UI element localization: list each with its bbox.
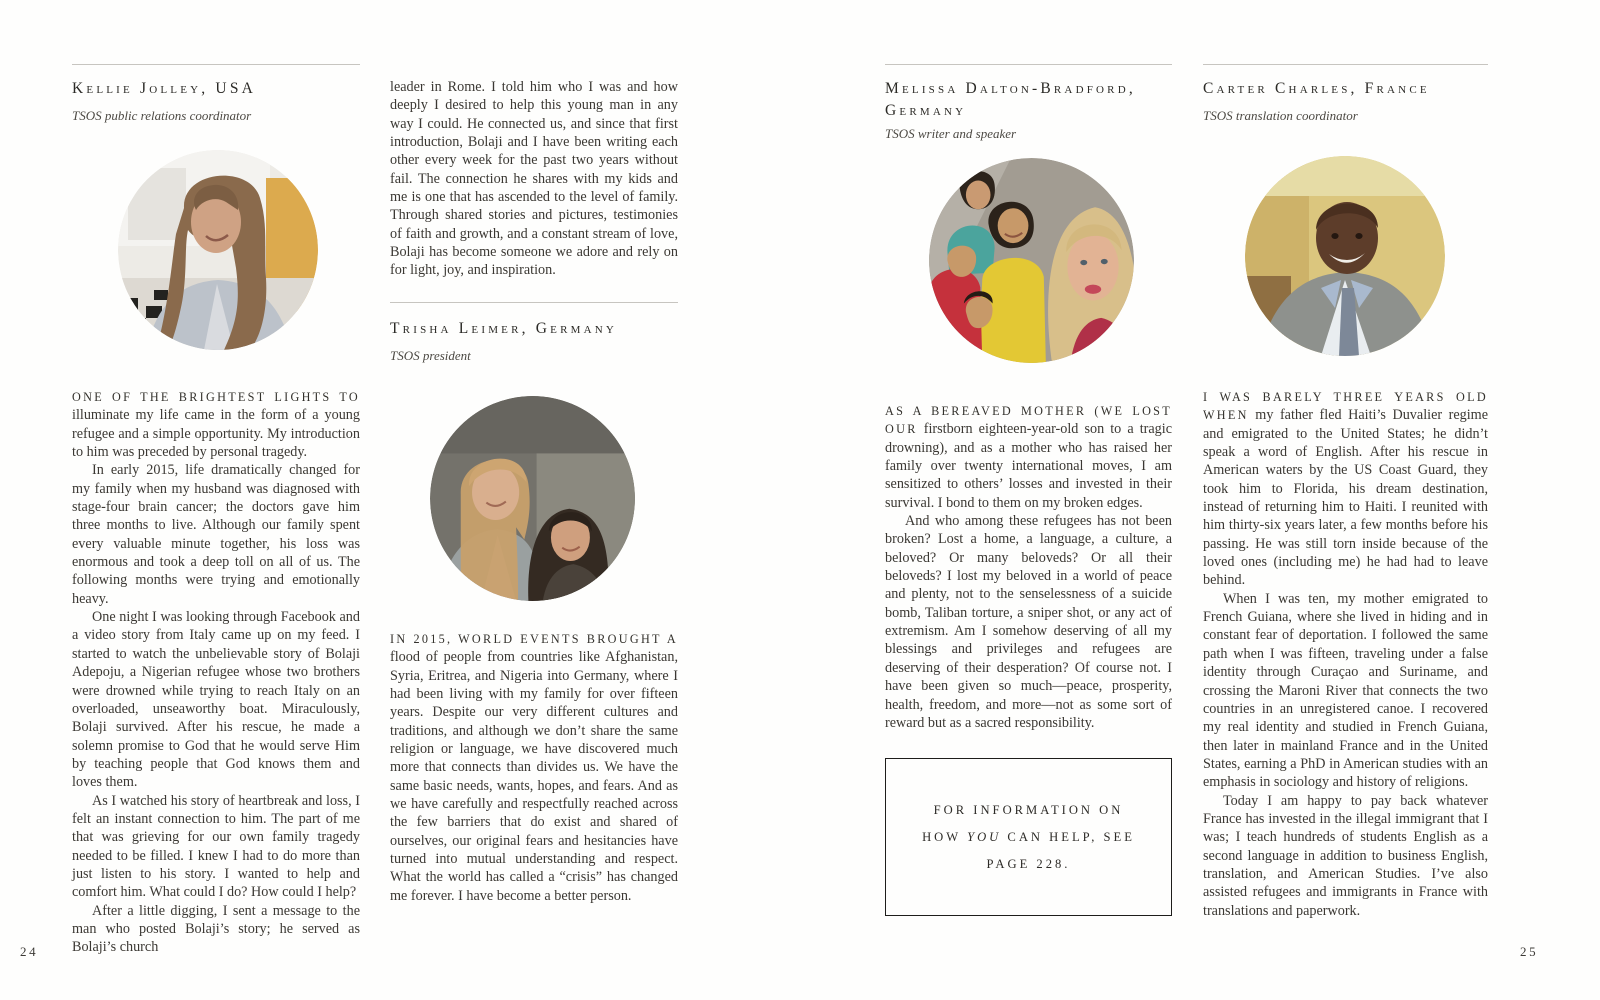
paragraph: Today I am happy to pay back whatever France has invested in the illegal immigrant that I was; I teach hundreds of students English as a second language in addition to business English, translation, and American Studies. I’ve also assisted refugees and immigrants in France with translations and paperwork. <box>1203 792 1488 919</box>
profile-role-kellie: TSOS public relations coordinator <box>72 108 252 123</box>
info-box-line: HOW YOU CAN HELP, SEE <box>922 829 1135 844</box>
paragraph: And who among these refugees has not been broken? Lost a home, a language, a culture, a beloved? Or many beloveds? Or all their beloveds? I lost my beloved in a world of peace and plenty, not to the senselessness of a suicide bomb, Taliban torture, a sniper shot, or any act of extremism. Am I somehow deserving of all my blessings and privileges and refugees are deserving of their desperation? Of course not. I have been given so much—peace, prosperity, health, freedom, and more—not as some sort of reward but as a sacred responsibility. <box>885 513 1172 731</box>
profile-name-line: Kellie Jolley, USA <box>72 80 257 97</box>
paragraph: leader in Rome. I told him who I was and how deeply I desired to help this young man in any way I could. He connected us, and since that first introduction, Bolaji and I have been writing each other every week for the past two years without fail. The connection he shares with my kids and me is one that has ascended to the level of family. Through shared stories and pictures, testimonies of faith and growth, and a constant stream of love, Bolaji has become someone we adore and rely on for light, joy, and inspiration. <box>390 79 678 279</box>
paragraph: After a little digging, I sent a message to the man who posted Bolaji’s story; he served as Bolaji’s church <box>72 902 360 956</box>
profile-photo-melissa <box>929 158 1134 363</box>
page-number-left: 24 <box>20 944 39 959</box>
profile-name-melissa <box>885 78 1172 122</box>
column-melissa <box>885 0 1172 1000</box>
profile-name-line: Germany <box>885 102 967 119</box>
column-carter <box>1203 0 1488 1000</box>
profile-photo-trisha <box>430 396 635 601</box>
info-box-italic-you: YOU <box>967 829 1002 844</box>
profile-name-line: Melissa Dalton-Bradford, <box>885 80 1136 97</box>
lead-in: IN 2015, WORLD EVENTS BROUGHT A <box>390 632 678 646</box>
profile-text-kellie-continued <box>390 78 678 280</box>
paragraph: my father fled Haiti’s Duvalier regime and emigrated to the United States; he didn’t speak a word of English. After his rescue in American waters by the US Coast Guard, they took him to Florida, his dream destination, instead of returning him to Haiti. I reunited with him thirty-six years later, a few months before his passing. He was still torn inside because of the loved ones (including me) he had had to leave behind. <box>1203 407 1489 589</box>
profile-photo-kellie <box>118 150 318 350</box>
profile-role-melissa: TSOS writer and speaker <box>885 126 1017 141</box>
profile-role-trisha: TSOS president <box>390 348 471 363</box>
page-number-right: 25 <box>1520 944 1539 959</box>
paragraph: One night I was looking through Facebook and a video story from Italy came up on my feed. I started to watch the unbelievable story of Bolaji Adepoju, a Nigerian refugee whose two brothers were drowned while trying to reach Italy on an overloaded, unseaworthy boat. Miraculously, Bolaji survived. After his rescue, he made a solemn promise to God that he would serve Him by teaching people that God knows them and loves them. <box>72 609 360 791</box>
info-box-line: PAGE 228. <box>986 856 1071 871</box>
section-rule <box>1203 64 1488 65</box>
paragraph: illuminate my life came in the form of a young refugee and a simple opportunity. My introduction to him was preceded by personal tragedy. <box>72 407 360 461</box>
profile-name-trisha <box>390 318 678 340</box>
paragraph: As I watched his story of heartbreak and loss, I felt an instant connection to him. The part of me that was grieving for our own family tragedy needed to be filled. I knew I had to do more than just listen to his story. I wanted to help and comfort him. What could I do? How could I help? <box>72 792 360 901</box>
profile-text-trisha <box>390 630 678 905</box>
section-rule <box>885 64 1172 65</box>
profile-name-kellie <box>72 78 360 100</box>
section-rule <box>72 64 360 65</box>
paragraph: firstborn eighteen-year-old son to a tragic drowning), and as a mother who has raised her family over twenty international moves, I am sensitized to others’ losses and invested in their survival. I bond to them on my broken edges. <box>885 421 1173 511</box>
paragraph: When I was ten, my mother emigrated to French Guiana, where she lived in hiding and in constant fear of deportation. I followed the same path when I was fifteen, traveling under a false identity through Curaçao and Suriname, and crossing the Maroni River that connects the two countries in an unregistered canoe. I recovered my real identity and studied in French Guiana, then later in mainland France and in the United States, earning a PhD in American studies with an emphasis in sociology and history of religions. <box>1203 590 1488 791</box>
section-rule <box>390 302 678 303</box>
lead-in: I WAS BARELY THREE YEARS OLD WHEN <box>1203 390 1488 423</box>
profile-text-melissa <box>885 402 1172 732</box>
profile-photo-carter <box>1245 156 1445 356</box>
profile-role-carter: TSOS translation coordinator <box>1203 108 1358 123</box>
info-box-line: FOR INFORMATION ON <box>933 802 1124 817</box>
column-kellie <box>72 0 360 1000</box>
profile-name-line: Carter Charles, France <box>1203 80 1430 97</box>
profile-text-carter <box>1203 388 1488 920</box>
lead-in: ONE OF THE BRIGHTEST LIGHTS TO <box>72 390 360 404</box>
profile-text-kellie <box>72 388 360 957</box>
paragraph: flood of people from countries like Afghanistan, Syria, Eritrea, and Nigeria into Germany, where I had been living with my family for over fifteen years. Despite our very different cultures and traditions, and although we don’t share the same religion or language, we have discovered much more that connects than divides us. We have the same basic needs, wants, hopes, and fears. And as we have carefully and respectfully reached across the few barriers that do exist and shared of ourselves, our original fears and hesitancies have turned into mutual understanding and respect. What the world has called a “crisis” has changed me forever. I have become a better person. <box>390 649 678 904</box>
info-box <box>885 758 1172 916</box>
profile-name-carter <box>1203 78 1488 100</box>
profile-name-line: Trisha Leimer, Germany <box>390 320 618 337</box>
lead-in: AS A BEREAVED MOTHER (WE LOST OUR <box>885 404 1172 437</box>
column-trisha <box>390 0 678 1000</box>
paragraph: In early 2015, life dramatically changed for my family when my husband was diagnosed with stage-four brain cancer; the doctors gave him three months to live. Although our family spent every valuable minute together, his loss was enormous and took a deep toll on all of us. The following months were trying and emotionally heavy. <box>72 462 360 607</box>
